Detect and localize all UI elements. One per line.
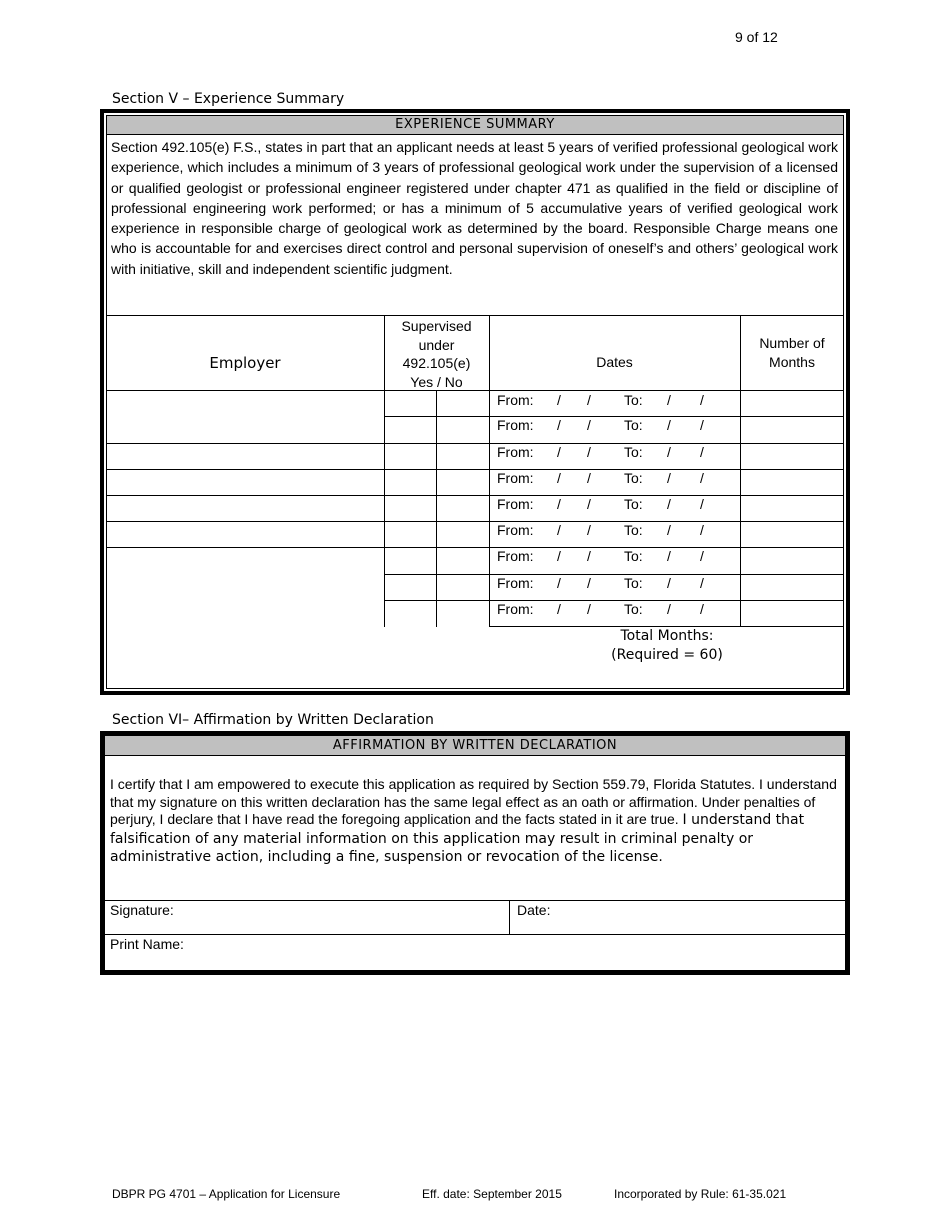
months-header-line: Number of xyxy=(759,335,825,351)
signature-field[interactable]: Signature: xyxy=(110,902,174,918)
date-separator: / xyxy=(667,548,671,564)
date-separator: / xyxy=(557,417,561,433)
date-separator: / xyxy=(587,522,591,538)
date-separator: / xyxy=(700,522,704,538)
experience-summary-band: EXPERIENCE SUMMARY xyxy=(107,116,843,135)
date-separator: / xyxy=(667,392,671,408)
date-separator: / xyxy=(700,417,704,433)
date-separator: / xyxy=(587,444,591,460)
supervised-header-line: under xyxy=(418,336,455,353)
section-5-title: Section V – Experience Summary xyxy=(112,91,345,107)
date-separator: / xyxy=(557,601,561,617)
date-from-label: From: xyxy=(497,444,534,460)
date-from-label: From: xyxy=(497,575,534,591)
date-separator: / xyxy=(700,392,704,408)
declaration-text-part1: I certify that I am empowered to execute this application as required by Section 559.79, Florida Statutes. I understand that my signature on this written declaration has the same legal effect as an oath or affirmation. Under penalties of perjury, I declare that I have read the foregoing application and the facts stated in it are true. xyxy=(110,776,837,827)
date-separator: / xyxy=(667,444,671,460)
months-header xyxy=(740,334,844,371)
date-from-label: From: xyxy=(497,470,534,486)
supervised-header-line: 492.105(e) xyxy=(402,355,471,371)
experience-paragraph xyxy=(111,137,838,279)
date-separator: / xyxy=(587,548,591,564)
date-separator: / xyxy=(557,575,561,591)
date-separator: / xyxy=(667,575,671,591)
date-separator: / xyxy=(667,470,671,486)
declaration-text-part2: I understand that falsification of any material information on this application may result in criminal penalty or administrative action, including a fine, suspension or revocation of the license. xyxy=(110,812,805,865)
date-from-label: From: xyxy=(497,496,534,512)
employer-header: Employer xyxy=(209,354,281,372)
date-separator: / xyxy=(557,496,561,512)
date-row[interactable] xyxy=(497,575,737,593)
date-separator: / xyxy=(557,470,561,486)
declaration-text xyxy=(110,776,845,867)
supervised-header-line: Yes / No xyxy=(410,373,463,390)
signature-date-divider xyxy=(509,900,510,934)
total-months-label: Total Months: xyxy=(620,628,714,644)
page-number: 9 of 12 xyxy=(735,29,778,45)
date-separator: / xyxy=(667,522,671,538)
print-name-field[interactable]: Print Name: xyxy=(110,936,184,952)
date-separator: / xyxy=(587,392,591,408)
date-separator: / xyxy=(557,548,561,564)
date-row[interactable] xyxy=(497,470,737,488)
total-months-block xyxy=(489,627,845,665)
footer-form-id: DBPR PG 4701 – Application for Licensure xyxy=(112,1187,341,1201)
date-to-label: To: xyxy=(624,548,643,564)
col-yes-no-split xyxy=(436,390,437,627)
footer-eff-date: Eff. date: September 2015 xyxy=(422,1187,562,1201)
date-separator: / xyxy=(587,417,591,433)
date-row[interactable] xyxy=(497,392,737,410)
date-separator: / xyxy=(700,444,704,460)
date-field[interactable]: Date: xyxy=(517,902,551,918)
date-row[interactable] xyxy=(497,522,737,540)
date-to-label: To: xyxy=(624,417,643,433)
signature-row-top xyxy=(104,900,846,901)
months-header-line: Months xyxy=(769,353,815,370)
date-separator: / xyxy=(587,470,591,486)
date-to-label: To: xyxy=(624,575,643,591)
date-row[interactable] xyxy=(497,417,737,435)
date-from-label: From: xyxy=(497,417,534,433)
date-to-label: To: xyxy=(624,601,643,617)
experience-paragraph-text: Section 492.105(e) F.S., states in part that an applicant needs at least 5 years of verified professional geological work experience, which includes a minimum of 3 years of professional geological work under the supervision of a licensed or qualified geologist or professional engineer registered under chapter 471 as qualified in the field or discipline of professional engineering work performed; or has a minimum of 5 accumulative years of verified geological work experience in responsible charge of geological work as determined by the board. Responsible Charge means one who is accountable for and exercises direct control and personal supervision of oneself’s and others’ geological work with initiative, skill and independent scientific judgment. xyxy=(111,139,838,277)
date-separator: / xyxy=(557,522,561,538)
date-separator: / xyxy=(587,575,591,591)
date-separator: / xyxy=(700,601,704,617)
required-months-note: (Required = 60) xyxy=(611,647,723,663)
date-separator: / xyxy=(700,575,704,591)
date-to-label: To: xyxy=(624,392,643,408)
footer-rule: Incorporated by Rule: 61-35.021 xyxy=(614,1187,787,1201)
date-from-label: From: xyxy=(497,548,534,564)
date-separator: / xyxy=(587,496,591,512)
date-separator: / xyxy=(700,548,704,564)
date-row[interactable] xyxy=(497,601,737,619)
signature-row-bottom xyxy=(104,934,846,935)
date-row[interactable] xyxy=(497,548,737,566)
date-separator: / xyxy=(700,470,704,486)
date-separator: / xyxy=(557,392,561,408)
date-to-label: To: xyxy=(624,496,643,512)
date-row[interactable] xyxy=(497,496,737,514)
date-to-label: To: xyxy=(624,470,643,486)
date-from-label: From: xyxy=(497,522,534,538)
date-from-label: From: xyxy=(497,601,534,617)
date-separator: / xyxy=(700,496,704,512)
date-to-label: To: xyxy=(624,444,643,460)
date-from-label: From: xyxy=(497,392,534,408)
date-separator: / xyxy=(587,601,591,617)
supervised-header xyxy=(384,317,489,391)
supervised-header-line: Supervised xyxy=(401,318,472,334)
date-separator: / xyxy=(667,496,671,512)
date-separator: / xyxy=(667,601,671,617)
date-separator: / xyxy=(557,444,561,460)
dates-header: Dates xyxy=(596,354,633,370)
section-6-title: Section VI– Affirmation by Written Declaration xyxy=(112,712,434,728)
date-separator: / xyxy=(667,417,671,433)
affirmation-band: AFFIRMATION BY WRITTEN DECLARATION xyxy=(105,736,845,756)
table-top-border xyxy=(106,315,844,316)
date-row[interactable] xyxy=(497,444,737,462)
date-to-label: To: xyxy=(624,522,643,538)
